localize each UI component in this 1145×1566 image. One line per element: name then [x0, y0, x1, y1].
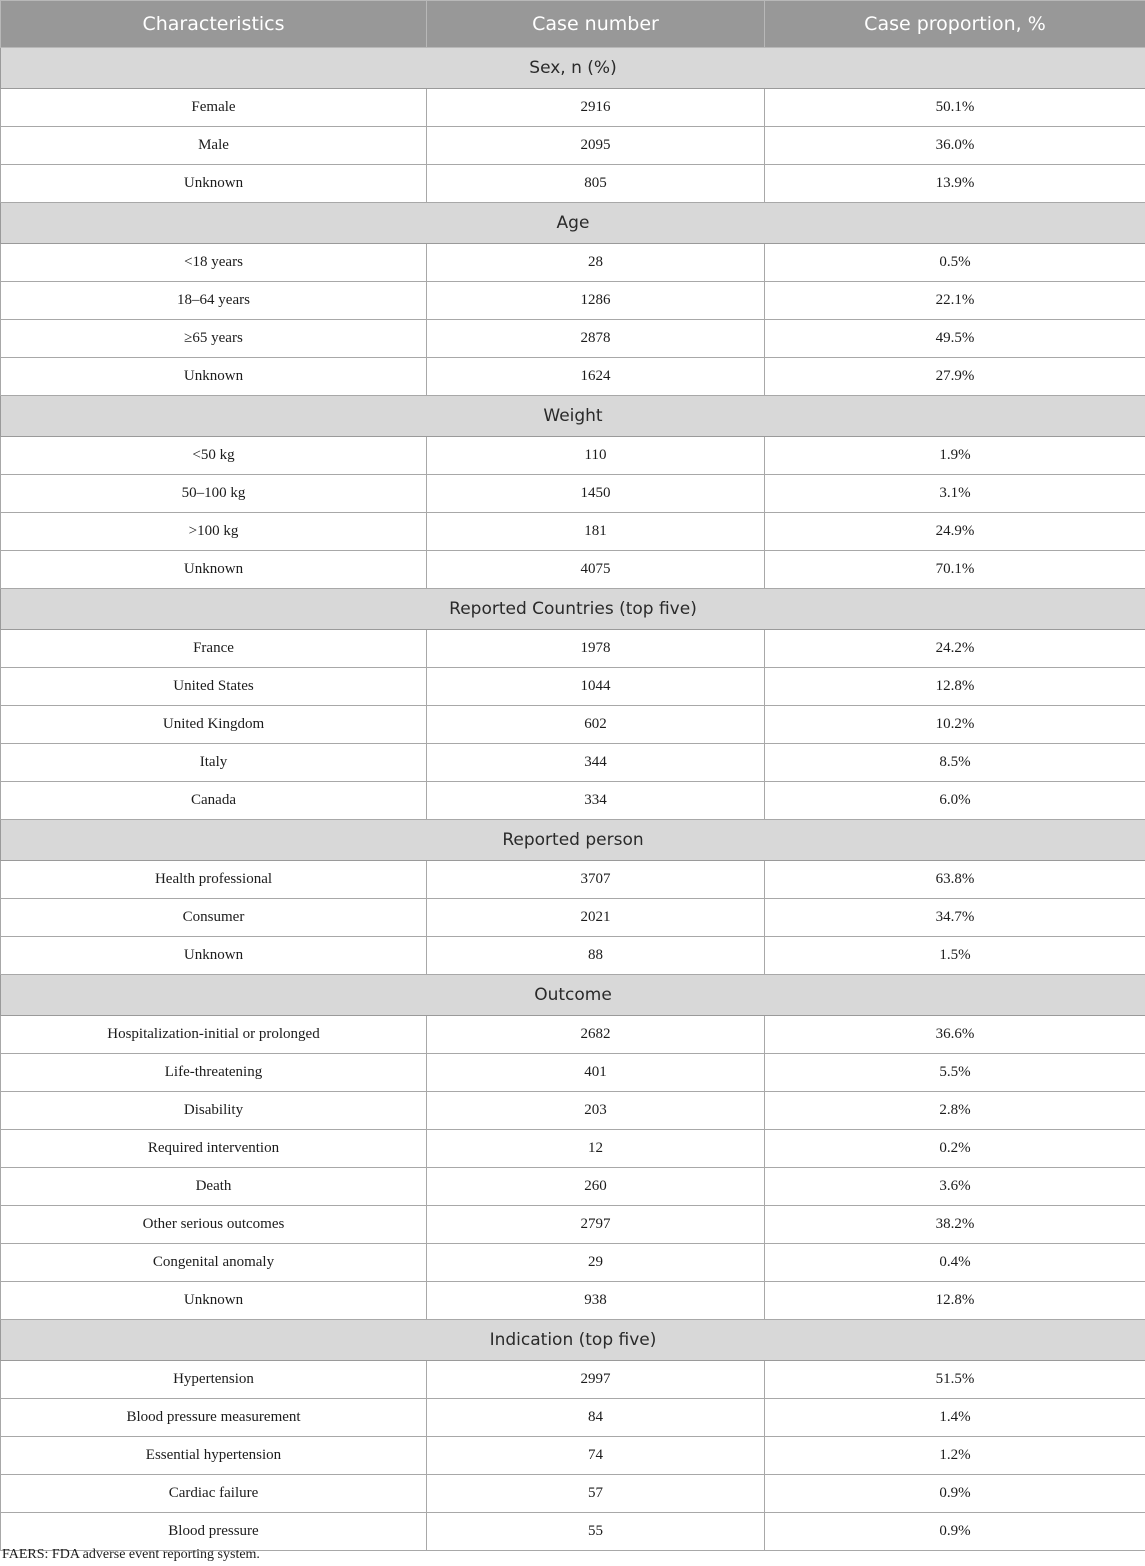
section-header-row	[1, 820, 1145, 861]
table-row	[1, 706, 1145, 744]
cell-case-number: 88	[427, 937, 765, 975]
cell-case-proportion: 22.1%	[765, 282, 1145, 320]
table-row	[1, 1016, 1145, 1054]
table-row	[1, 1092, 1145, 1130]
cell-case-proportion: 5.5%	[765, 1054, 1145, 1092]
cell-characteristic: Female	[1, 89, 427, 127]
cell-case-number: 28	[427, 244, 765, 282]
cell-characteristic: Consumer	[1, 899, 427, 937]
section-title: Reported person	[1, 820, 1145, 861]
cell-case-number: 2997	[427, 1361, 765, 1399]
cell-characteristic: 50–100 kg	[1, 475, 427, 513]
cell-characteristic: Health professional	[1, 861, 427, 899]
cell-case-number: 938	[427, 1282, 765, 1320]
cell-characteristic: United Kingdom	[1, 706, 427, 744]
table-row	[1, 1206, 1145, 1244]
cell-case-proportion: 70.1%	[765, 551, 1145, 589]
table-row	[1, 282, 1145, 320]
table-row	[1, 1244, 1145, 1282]
section-header-row	[1, 1320, 1145, 1361]
cell-characteristic: Unknown	[1, 358, 427, 396]
cell-case-number: 84	[427, 1399, 765, 1437]
cell-characteristic: <18 years	[1, 244, 427, 282]
cell-case-proportion: 12.8%	[765, 1282, 1145, 1320]
cell-case-number: 1624	[427, 358, 765, 396]
cell-case-proportion: 24.9%	[765, 513, 1145, 551]
cell-case-number: 2878	[427, 320, 765, 358]
table-row	[1, 89, 1145, 127]
table-row	[1, 1437, 1145, 1475]
table-row	[1, 937, 1145, 975]
cell-case-number: 2021	[427, 899, 765, 937]
cell-case-proportion: 1.2%	[765, 1437, 1145, 1475]
table-row	[1, 1361, 1145, 1399]
cell-case-proportion: 38.2%	[765, 1206, 1145, 1244]
cell-case-proportion: 50.1%	[765, 89, 1145, 127]
table-row	[1, 630, 1145, 668]
table-row	[1, 551, 1145, 589]
table-row	[1, 1130, 1145, 1168]
cell-case-number: 57	[427, 1475, 765, 1513]
table-row	[1, 1513, 1145, 1551]
cell-case-proportion: 3.6%	[765, 1168, 1145, 1206]
cell-characteristic: Blood pressure measurement	[1, 1399, 427, 1437]
cell-case-number: 12	[427, 1130, 765, 1168]
table-row	[1, 165, 1145, 203]
cell-characteristic: Canada	[1, 782, 427, 820]
section-title: Indication (top five)	[1, 1320, 1145, 1361]
cell-characteristic: Life-threatening	[1, 1054, 427, 1092]
cell-case-proportion: 24.2%	[765, 630, 1145, 668]
section-header-row	[1, 975, 1145, 1016]
table-row	[1, 861, 1145, 899]
cell-case-number: 805	[427, 165, 765, 203]
section-header-row	[1, 396, 1145, 437]
cell-case-number: 334	[427, 782, 765, 820]
table-row	[1, 320, 1145, 358]
cell-characteristic: Blood pressure	[1, 1513, 427, 1551]
table-row	[1, 1282, 1145, 1320]
cell-case-proportion: 1.4%	[765, 1399, 1145, 1437]
cell-case-number: 55	[427, 1513, 765, 1551]
cell-case-proportion: 6.0%	[765, 782, 1145, 820]
cell-characteristic: Disability	[1, 1092, 427, 1130]
cell-case-number: 1450	[427, 475, 765, 513]
cell-case-proportion: 27.9%	[765, 358, 1145, 396]
table-row	[1, 744, 1145, 782]
cell-case-number: 3707	[427, 861, 765, 899]
cell-characteristic: Italy	[1, 744, 427, 782]
header-case-number: Case number	[427, 1, 765, 48]
cell-case-proportion: 36.0%	[765, 127, 1145, 165]
section-title: Outcome	[1, 975, 1145, 1016]
cell-case-number: 2797	[427, 1206, 765, 1244]
table-row	[1, 899, 1145, 937]
cell-case-number: 74	[427, 1437, 765, 1475]
table-row	[1, 1399, 1145, 1437]
cell-case-number: 1978	[427, 630, 765, 668]
table-row	[1, 475, 1145, 513]
cell-case-number: 1286	[427, 282, 765, 320]
cell-case-proportion: 0.5%	[765, 244, 1145, 282]
cell-characteristic: Unknown	[1, 551, 427, 589]
section-header-row	[1, 589, 1145, 630]
cell-characteristic: Hypertension	[1, 1361, 427, 1399]
cell-case-proportion: 13.9%	[765, 165, 1145, 203]
section-header-row	[1, 48, 1145, 89]
cell-characteristic: Cardiac failure	[1, 1475, 427, 1513]
table-row	[1, 782, 1145, 820]
table-row	[1, 668, 1145, 706]
cell-case-number: 344	[427, 744, 765, 782]
table-row	[1, 244, 1145, 282]
cell-characteristic: ≥65 years	[1, 320, 427, 358]
section-title: Sex, n (%)	[1, 48, 1145, 89]
table-row	[1, 513, 1145, 551]
cell-characteristic: <50 kg	[1, 437, 427, 475]
table-row	[1, 1054, 1145, 1092]
cell-case-proportion: 34.7%	[765, 899, 1145, 937]
cell-case-proportion: 2.8%	[765, 1092, 1145, 1130]
cell-characteristic: Other serious outcomes	[1, 1206, 427, 1244]
cell-characteristic: Unknown	[1, 1282, 427, 1320]
cell-case-number: 4075	[427, 551, 765, 589]
cell-case-number: 110	[427, 437, 765, 475]
cell-characteristic: Congenital anomaly	[1, 1244, 427, 1282]
cell-case-proportion: 1.9%	[765, 437, 1145, 475]
cell-characteristic: Required intervention	[1, 1130, 427, 1168]
cell-case-proportion: 0.2%	[765, 1130, 1145, 1168]
cell-characteristic: >100 kg	[1, 513, 427, 551]
cell-case-proportion: 10.2%	[765, 706, 1145, 744]
cell-characteristic: Male	[1, 127, 427, 165]
section-title: Age	[1, 203, 1145, 244]
table-row	[1, 127, 1145, 165]
footnote: FAERS: FDA adverse event reporting system.	[2, 1547, 260, 1562]
header-case-proportion: Case proportion, %	[765, 1, 1145, 48]
cell-case-proportion: 0.9%	[765, 1513, 1145, 1551]
cell-case-number: 602	[427, 706, 765, 744]
cell-case-number: 401	[427, 1054, 765, 1092]
cell-case-proportion: 3.1%	[765, 475, 1145, 513]
cell-characteristic: Unknown	[1, 165, 427, 203]
cell-case-proportion: 1.5%	[765, 937, 1145, 975]
cell-case-number: 203	[427, 1092, 765, 1130]
section-header-row	[1, 203, 1145, 244]
cell-characteristic: Unknown	[1, 937, 427, 975]
cell-case-proportion: 0.9%	[765, 1475, 1145, 1513]
cell-case-number: 1044	[427, 668, 765, 706]
cell-case-number: 2916	[427, 89, 765, 127]
cell-case-proportion: 63.8%	[765, 861, 1145, 899]
section-title: Weight	[1, 396, 1145, 437]
cell-case-proportion: 8.5%	[765, 744, 1145, 782]
cell-case-number: 29	[427, 1244, 765, 1282]
table-row	[1, 1475, 1145, 1513]
cell-characteristic: 18–64 years	[1, 282, 427, 320]
cell-case-proportion: 0.4%	[765, 1244, 1145, 1282]
cell-case-proportion: 51.5%	[765, 1361, 1145, 1399]
cell-case-number: 2682	[427, 1016, 765, 1054]
cell-case-number: 181	[427, 513, 765, 551]
table-row	[1, 358, 1145, 396]
cell-case-proportion: 12.8%	[765, 668, 1145, 706]
cell-characteristic: France	[1, 630, 427, 668]
cell-case-proportion: 36.6%	[765, 1016, 1145, 1054]
section-title: Reported Countries (top five)	[1, 589, 1145, 630]
cell-case-number: 2095	[427, 127, 765, 165]
cell-characteristic: Hospitalization-initial or prolonged	[1, 1016, 427, 1054]
cell-case-number: 260	[427, 1168, 765, 1206]
table-body	[1, 48, 1145, 1551]
cell-characteristic: United States	[1, 668, 427, 706]
header-row	[1, 1, 1145, 48]
header-characteristics: Characteristics	[1, 1, 427, 48]
table-row	[1, 1168, 1145, 1206]
table-row	[1, 437, 1145, 475]
cell-characteristic: Essential hypertension	[1, 1437, 427, 1475]
cell-case-proportion: 49.5%	[765, 320, 1145, 358]
cell-characteristic: Death	[1, 1168, 427, 1206]
